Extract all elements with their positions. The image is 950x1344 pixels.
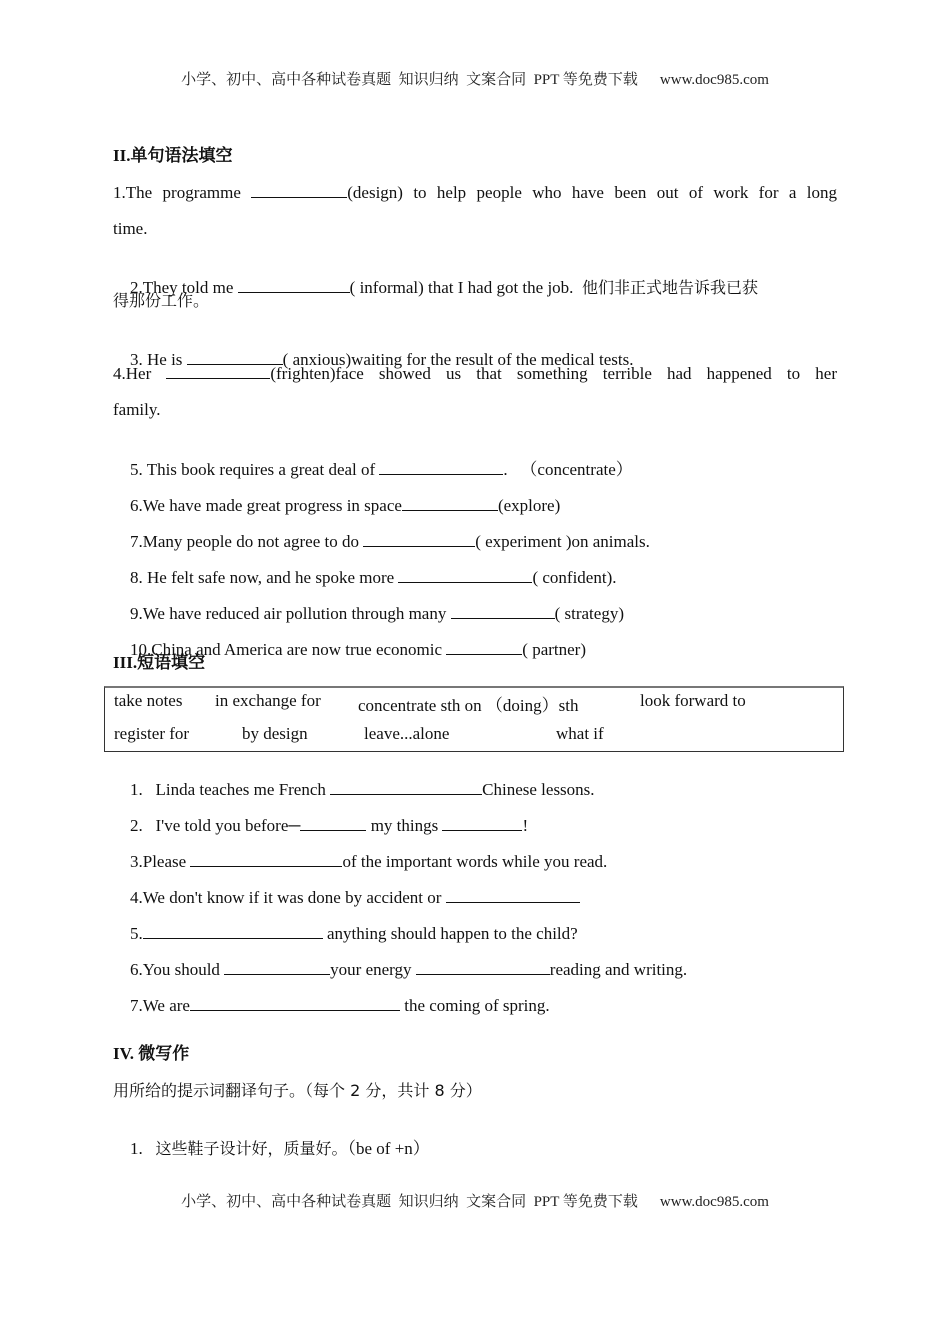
item-translation: 他们非正式地告诉我已获 [581, 278, 758, 297]
phrase-look-forward-to: look forward to [640, 691, 746, 710]
answer-blank[interactable] [166, 362, 270, 379]
item-text: Chinese lessons. [482, 780, 595, 799]
item-chinese: 这些鞋子设计好，质量好。 [155, 1139, 348, 1158]
item-text: anything should happen to the child? [322, 924, 578, 943]
answer-blank[interactable] [238, 276, 350, 293]
page-footer [0, 1190, 950, 1211]
item-text: of the important words while you read. [342, 852, 608, 871]
item-text: 5. This book requires a great deal of [130, 460, 380, 479]
section-4-title: IV. 微写作 [113, 1044, 190, 1063]
item-number: 1. [130, 1139, 156, 1158]
grammar-item-2 [113, 254, 758, 321]
item-text: 1. Linda teaches me French [130, 780, 331, 799]
item-hint: ( informal) that I had got the job. [349, 278, 582, 297]
item-text: 4.Her [113, 364, 167, 383]
section-4-instruction: 用所给的提示词翻译句子。（每个 2 分，共计 8 分） [113, 1081, 482, 1100]
section-3-title: III.短语填空 [113, 653, 206, 672]
item-text: 5. [130, 924, 143, 943]
item-text: the coming of spring. [399, 996, 550, 1015]
phrase-register-for: register for [114, 724, 190, 743]
grammar-item-1-cont: time. [113, 219, 148, 238]
header-text: 小学、初中、高中各种试卷真题 知识归纳 文案合同 PPT 等免费下载 [181, 72, 638, 88]
answer-blank[interactable] [251, 181, 347, 198]
grammar-item-4-cont: family. [113, 400, 161, 419]
phrase-take-notes: take notes [114, 691, 183, 710]
item-text: reading and writing. [549, 960, 688, 979]
item-text: 8. He felt safe now, and he spoke more [130, 568, 399, 587]
item-hint: ( experiment )on animals. [475, 532, 650, 551]
grammar-item-2-cont: 得那份工作。 [113, 291, 210, 310]
item-hint: ( partner) [522, 640, 586, 659]
item-text: 3.Please [130, 852, 191, 871]
item-text: 7.Many people do not agree to do [130, 532, 364, 551]
footer-url: www.doc985.com [659, 1194, 769, 1210]
item-text: my things [366, 816, 443, 835]
item-text: 9.We have reduced air pollution through many [130, 604, 451, 623]
footer-text: 小学、初中、高中各种试卷真题 知识归纳 文案合同 PPT 等免费下载 [181, 1194, 638, 1210]
item-hint: （be of +n） [347, 1139, 430, 1158]
phrase-by-design: by design [242, 724, 308, 743]
item-text: 6.You should [130, 960, 225, 979]
item-hint: . （concentrate） [503, 460, 633, 479]
answer-blank[interactable] [190, 994, 400, 1011]
writing-item-1 [113, 1116, 430, 1182]
item-hint: (design) to help people who have been out of work for a long [347, 183, 837, 202]
item-text: 7.We are [130, 996, 190, 1015]
item-text: 10.China and America are now true economic [130, 640, 447, 659]
item-text: 2.They told me [130, 278, 238, 297]
item-hint: (frighten)face showed us that something terrible had happened to her [270, 364, 837, 383]
answer-blank[interactable] [446, 638, 522, 655]
page-header [0, 68, 950, 89]
grammar-item-1 [113, 181, 837, 204]
item-hint: (explore) [497, 496, 561, 515]
phrase-concentrate-on: concentrate sth on （doing）sth [358, 696, 579, 715]
grammar-item-4 [113, 362, 837, 385]
item-hint: ( anxious)waiting for the result of the medical tests. [282, 350, 634, 369]
phrase-what-if: what if [556, 724, 604, 743]
section-2-title: II.单句语法填空 [113, 146, 233, 165]
item-text: 3. He is [130, 350, 187, 369]
item-text: your energy [330, 960, 416, 979]
item-hint: ( confident). [532, 568, 617, 587]
item-text: 6.We have made great progress in space [130, 496, 402, 515]
phrase-item-7 [113, 972, 550, 1039]
header-url: www.doc985.com [659, 72, 769, 88]
item-hint: ( strategy) [554, 604, 624, 623]
phrase-in-exchange-for: in exchange for [215, 691, 321, 710]
item-text: 1.The programme [113, 183, 252, 202]
item-text: 2. I've told you before─ [130, 816, 301, 835]
phrase-leave-alone: leave...alone [364, 724, 450, 743]
phrase-bank [104, 686, 844, 752]
item-text: ! [522, 816, 529, 835]
item-text: 4.We don't know if it was done by accident or [130, 888, 446, 907]
